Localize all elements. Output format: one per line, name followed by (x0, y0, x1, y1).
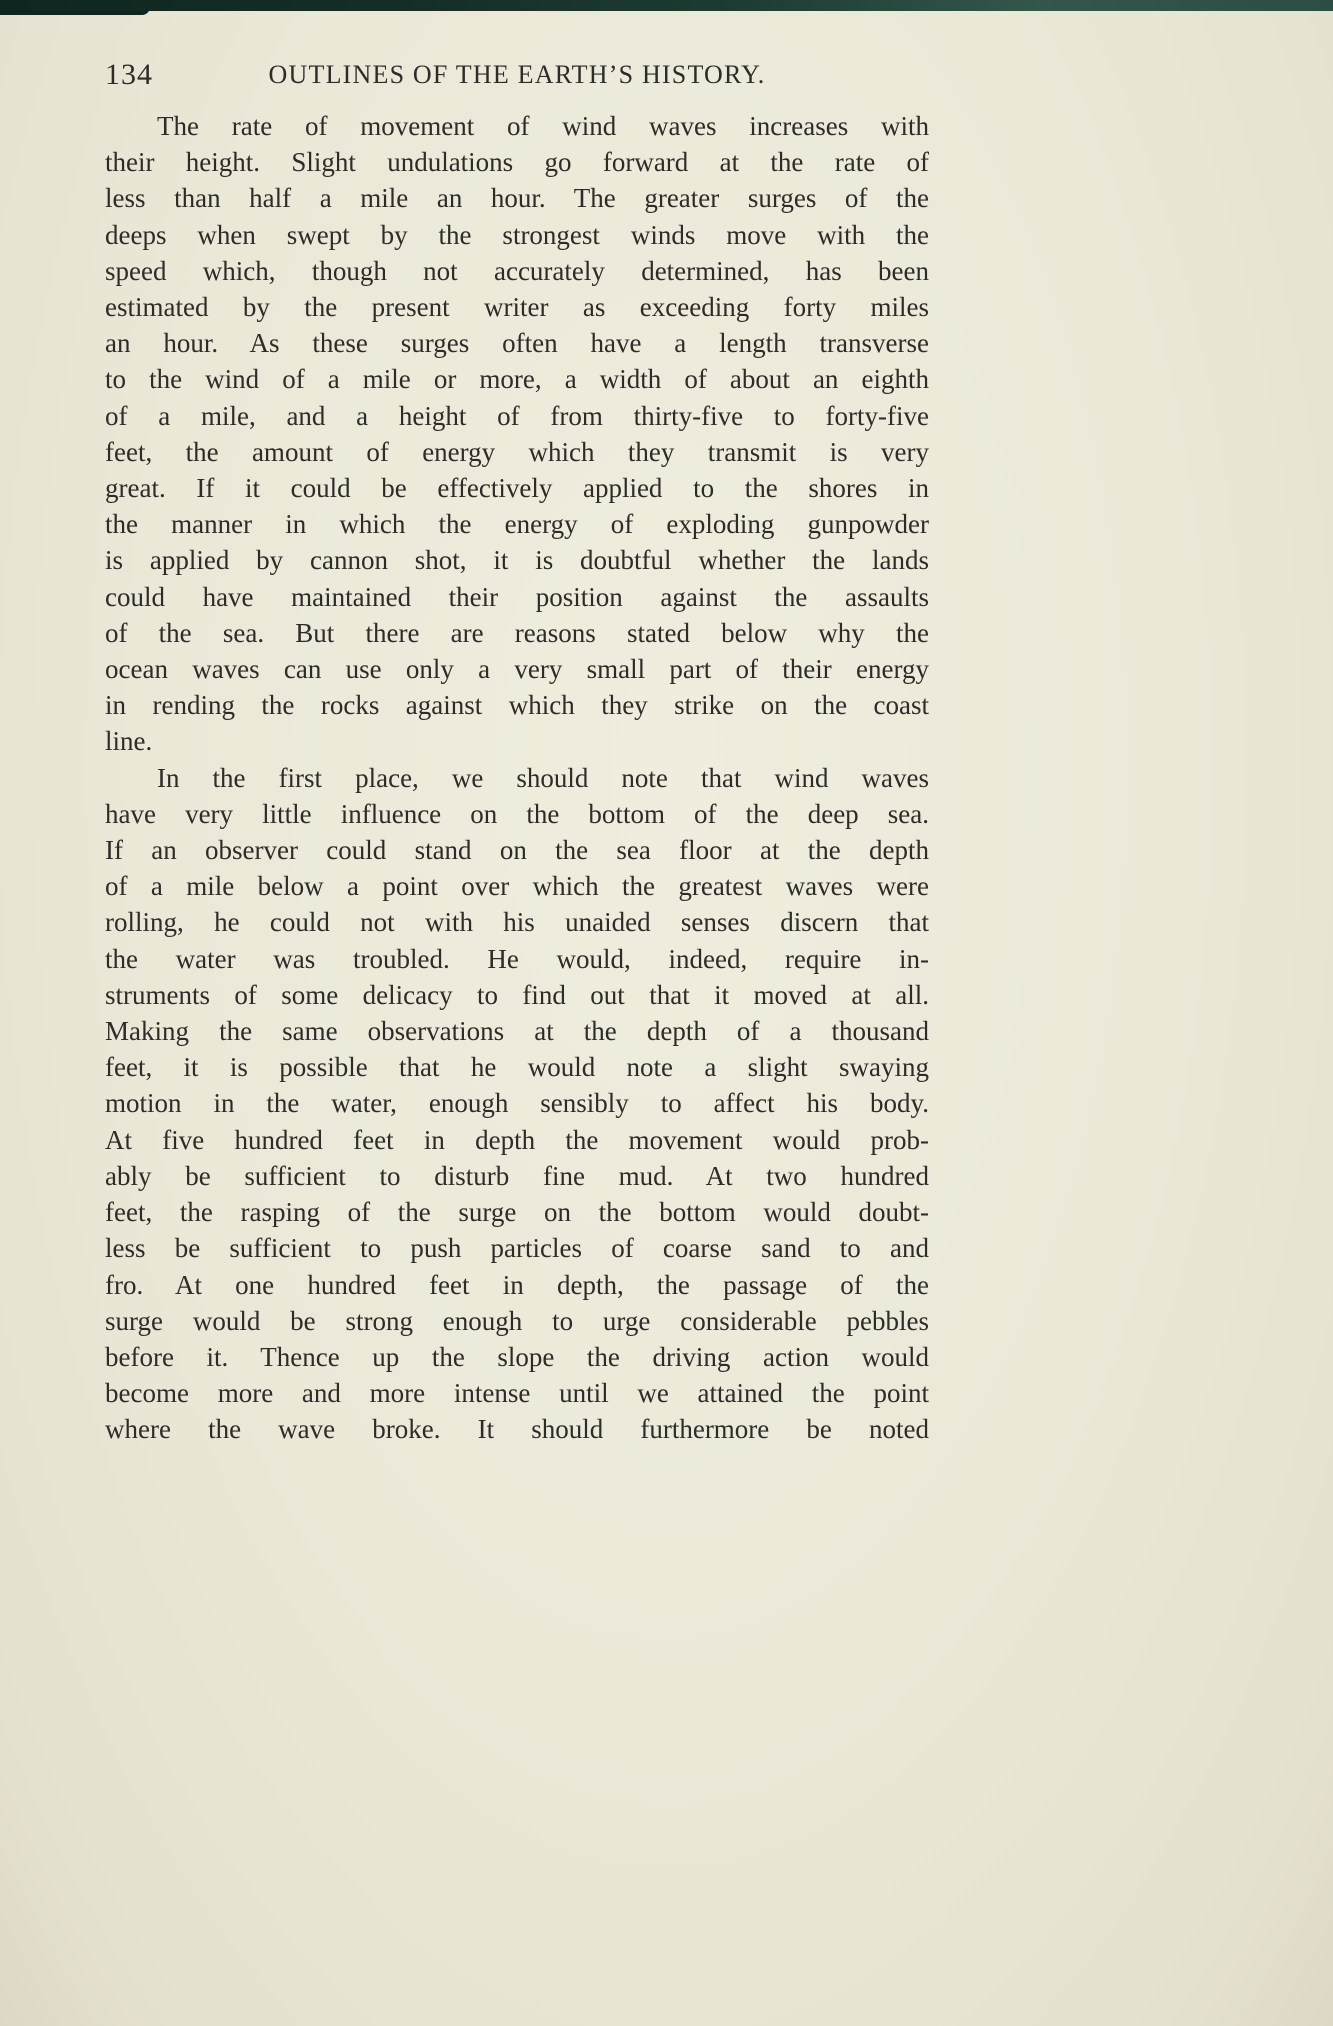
text-line: ocean waves can use only a very small part of their energy (105, 654, 929, 685)
text-line: deeps when swept by the strongest winds move with the (105, 219, 929, 250)
text-line: feet, the amount of energy which they transmit is very (105, 436, 929, 467)
body-text (105, 108, 929, 1448)
text-line: At five hundred feet in depth the movement would prob- (105, 1124, 929, 1155)
text-line: estimated by the present writer as exceeding forty miles (105, 292, 929, 323)
running-title: OUTLINES OF THE EARTH’S HISTORY. (268, 60, 766, 89)
text-line: great. If it could be effectively applied to the shores in (105, 473, 929, 504)
text-line: The rate of movement of wind waves increases with (157, 111, 929, 141)
text-line: could have maintained their position against the assaults (105, 581, 929, 612)
text-line: If an observer could stand on the sea floor at the depth (105, 835, 929, 866)
text-line: of a mile, and a height of from thirty-five to forty-five (105, 400, 929, 431)
text-line: is applied by cannon shot, it is doubtful whether the lands (105, 545, 929, 576)
text-line: an hour. As these surges often have a length transverse (105, 328, 929, 359)
text-line: In the first place, we should note that wind waves (157, 762, 929, 793)
text-line: feet, it is possible that he would note a slight swaying (105, 1052, 929, 1083)
text-line: rolling, he could not with his unaided senses discern that (105, 907, 929, 938)
text-line: struments of some delicacy to find out that it moved at all. (105, 979, 929, 1010)
text-line: less than half a mile an hour. The greater surges of the (105, 183, 929, 214)
text-line: to the wind of a mile or more, a width of about an eighth (105, 364, 929, 395)
text-line: become more and more intense until we attained the point (105, 1378, 929, 1409)
text-line: feet, the rasping of the surge on the bottom would doubt- (105, 1197, 929, 1228)
text-line: their height. Slight undulations go forward at the rate of (105, 147, 929, 178)
scan-edge-artifact (0, 0, 1333, 11)
text-line: less be sufficient to push particles of coarse sand to and (105, 1233, 929, 1264)
page-number: 134 (105, 58, 153, 91)
text-line: before it. Thence up the slope the driving action would (105, 1341, 929, 1372)
text-line: of a mile below a point over which the greatest waves were (105, 871, 929, 902)
text-line: the manner in which the energy of exploding gunpowder (105, 509, 929, 540)
text-line: line. (105, 726, 153, 757)
text-line: motion in the water, enough sensibly to affect his body. (105, 1088, 929, 1119)
text-line: ably be sufficient to disturb fine mud. At two hundred (105, 1160, 929, 1191)
text-line: Making the same observations at the depth of a thousand (105, 1016, 929, 1047)
text-line: in rending the rocks against which they strike on the coast (105, 690, 929, 721)
text-line: of the sea. But there are reasons stated below why the (105, 617, 929, 648)
text-line: the water was troubled. He would, indeed, require in- (105, 943, 929, 974)
page-header (105, 56, 929, 96)
text-line: have very little influence on the bottom of the deep sea. (105, 798, 929, 829)
text-line: speed which, though not accurately determined, has been (105, 255, 929, 286)
text-line: where the wave broke. It should furthermore be noted (105, 1414, 929, 1445)
text-line: fro. At one hundred feet in depth, the passage of the (105, 1269, 929, 1300)
text-line: surge would be strong enough to urge considerable pebbles (105, 1305, 929, 1336)
